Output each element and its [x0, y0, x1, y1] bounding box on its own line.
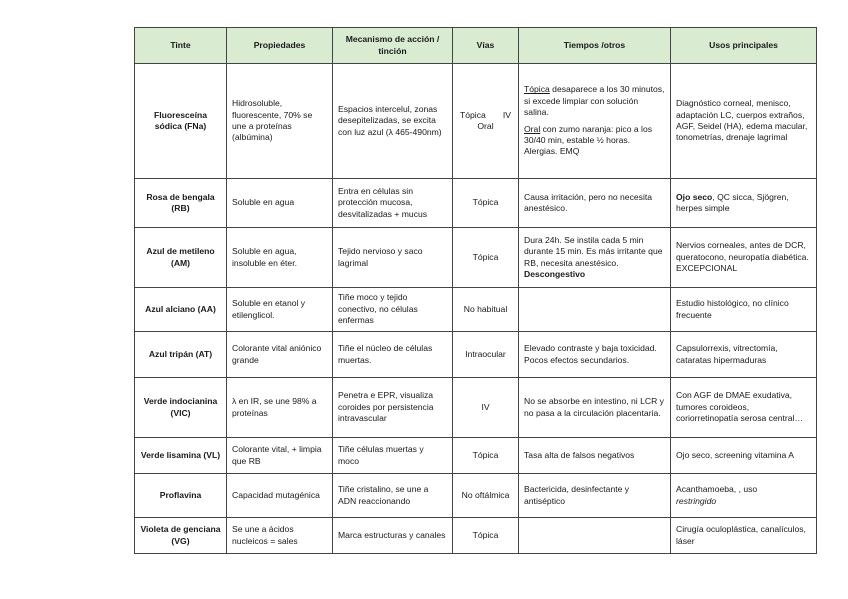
usos-rest: , QC sicca, Sjögren, herpes simple	[676, 191, 789, 213]
cell-propiedades: Se une a ácidos nucleicos = sales	[227, 518, 333, 554]
cell-usos	[671, 179, 817, 228]
cell-usos: Ojo seco, screening vitamina A	[671, 438, 817, 474]
cell-vias: Intraocular	[453, 332, 519, 378]
cell-tiempos: Tasa alta de falsos negativos	[519, 438, 671, 474]
cell-tinte: Fluoresceína sódica (FNa)	[135, 64, 227, 179]
cell-usos: Cirugía oculoplástica, canalículos, láser	[671, 518, 817, 554]
cell-mecanismo: Tiñe cristalino, se une a ADN reaccionando	[333, 474, 453, 518]
cell-propiedades: Hidrosoluble, fluorescente, 70% se une a proteínas (albúmina)	[227, 64, 333, 179]
cell-tinte: Proflavina	[135, 474, 227, 518]
table-row	[135, 288, 817, 332]
tiempos-bold: Descongestivo	[524, 268, 586, 279]
table-row	[135, 332, 817, 378]
table-row	[135, 228, 817, 288]
cell-vias	[453, 64, 519, 179]
usos-bold: Ojo seco	[676, 191, 713, 202]
cell-tinte: Violeta de genciana (VG)	[135, 518, 227, 554]
cell-tiempos	[519, 518, 671, 554]
table-row	[135, 64, 817, 179]
cell-vias: Tópica	[453, 228, 519, 288]
cell-tiempos	[519, 228, 671, 288]
cell-mecanismo: Tiñe células muertas y moco	[333, 438, 453, 474]
cell-usos: Capsulorrexis, vitrectomía, cataratas hipermaduras	[671, 332, 817, 378]
cell-tinte: Rosa de bengala (RB)	[135, 179, 227, 228]
cell-mecanismo: Tiñe moco y tejido conectivo, no células enfermas	[333, 288, 453, 332]
header-mecanismo: Mecanismo de acción / tinción	[333, 28, 453, 64]
cell-tinte: Azul tripán (AT)	[135, 332, 227, 378]
cell-tinte: Azul alciano (AA)	[135, 288, 227, 332]
cell-mecanismo: Penetra e EPR, visualiza coroides por persistencia intravascular	[333, 378, 453, 438]
table-row	[135, 438, 817, 474]
cell-mecanismo: Marca estructuras y canales	[333, 518, 453, 554]
tiempos-p1-text: desaparece a los 30 minutos, si excede limpiar con solución salina.	[524, 84, 665, 118]
header-vias: Vías	[453, 28, 519, 64]
dyes-table	[134, 27, 817, 554]
table-row	[135, 518, 817, 554]
cell-propiedades: λ en IR, se une 98% a proteínas	[227, 378, 333, 438]
cell-usos	[671, 474, 817, 518]
tiempos-p2-label: Oral	[524, 123, 541, 134]
cell-tiempos: Bactericida, desinfectante y antiséptico	[519, 474, 671, 518]
table-row	[135, 179, 817, 228]
header-usos: Usos principales	[671, 28, 817, 64]
cell-mecanismo: Tejido nervioso y saco lagrimal	[333, 228, 453, 288]
cell-propiedades: Capacidad mutagénica	[227, 474, 333, 518]
tiempos-p1	[524, 84, 665, 118]
header-tiempos: Tiempos /otros	[519, 28, 671, 64]
tiempos-p2-text: con zumo naranja: pico a los 30/40 min, estable ½ horas. Alergias. EMQ	[524, 123, 653, 157]
cell-propiedades: Soluble en agua	[227, 179, 333, 228]
cell-usos: Con AGF de DMAE exudativa, tumores coroideos, coriorretinopatía serosa central…	[671, 378, 817, 438]
cell-vias: Tópica	[453, 179, 519, 228]
cell-usos: Estudio histológico, no clínico frecuente	[671, 288, 817, 332]
via-right: IV	[502, 109, 511, 120]
cell-usos: Diagnóstico corneal, menisco, adaptación LC, cuerpos extraños, AGF, Seidel (HA), edema macular, tonometrías, drenaje lagrimal	[671, 64, 817, 179]
cell-tiempos	[519, 64, 671, 179]
tiempos-text: Dura 24h. Se instila cada 5 min durante 15 min. Es más irritante que RB, necesita anestésico.	[524, 234, 663, 268]
cell-tinte: Verde lisamina (VL)	[135, 438, 227, 474]
header-tinte: Tinte	[135, 28, 227, 64]
cell-propiedades: Soluble en etanol y etilenglicol.	[227, 288, 333, 332]
cell-tinte: Azul de metileno (AM)	[135, 228, 227, 288]
usos-rest: Acanthamoeba, , uso	[676, 484, 758, 495]
cell-tiempos: Causa irritación, pero no necesita anestésico.	[519, 179, 671, 228]
cell-vias: Tópica	[453, 438, 519, 474]
table-row	[135, 474, 817, 518]
header-propiedades: Propiedades	[227, 28, 333, 64]
usos-italic: restringido	[676, 495, 717, 506]
cell-vias: Tópica	[453, 518, 519, 554]
cell-propiedades: Soluble en agua, insoluble en éter.	[227, 228, 333, 288]
cell-tiempos: Elevado contraste y baja toxicidad. Pocos efectos secundarios.	[519, 332, 671, 378]
tiempos-p2	[524, 124, 665, 158]
cell-mecanismo: Entra en células sin protección mucosa, desvitalizadas + mucus	[333, 179, 453, 228]
via-left: Tópica	[460, 109, 486, 120]
cell-vias: IV	[453, 378, 519, 438]
tiempos-p1-label: Tópica	[524, 84, 550, 95]
cell-tiempos	[519, 288, 671, 332]
header-row	[135, 28, 817, 64]
via-second: Oral	[477, 121, 494, 131]
cell-vias: No oftálmica	[453, 474, 519, 518]
cell-tiempos: No se absorbe en intestino, ni LCR y no pasa a la circulación placentaria.	[519, 378, 671, 438]
table-row	[135, 378, 817, 438]
cell-usos: Nervios corneales, antes de DCR, queratocono, neuropatía diabética. EXCEPCIONAL	[671, 228, 817, 288]
cell-mecanismo: Espacios intercelul, zonas desepitelizadas, se excita con luz azul (λ 465-490nm)	[333, 64, 453, 179]
cell-propiedades: Colorante vital aniónico grande	[227, 332, 333, 378]
cell-mecanismo: Tiñe el núcleo de células muertas.	[333, 332, 453, 378]
cell-vias: No habitual	[453, 288, 519, 332]
cell-tinte: Verde indocianina (VIC)	[135, 378, 227, 438]
cell-propiedades: Colorante vital, + limpia que RB	[227, 438, 333, 474]
